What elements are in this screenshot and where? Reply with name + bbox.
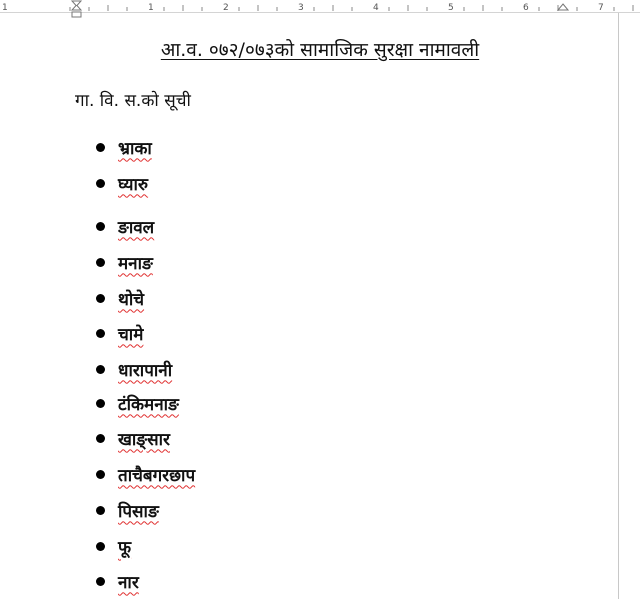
ruler-number: 2 — [223, 3, 229, 12]
ruler-number: 6 — [523, 3, 529, 12]
list-item-text: मनाङ — [118, 253, 153, 274]
bullet-icon — [96, 506, 105, 515]
list-item — [92, 390, 179, 416]
list-item-text: भ्राका — [118, 138, 152, 159]
ruler-number: 1 — [148, 3, 154, 12]
list-item-text: पिसाङ — [118, 501, 159, 522]
right-indent-marker[interactable] — [557, 3, 569, 15]
ruler-number: 7 — [598, 3, 604, 12]
ruler-number: 4 — [373, 3, 379, 12]
bullet-icon — [96, 399, 105, 408]
bullet-icon — [96, 577, 105, 586]
list-item-text: ङावल — [118, 217, 155, 238]
document-title-text: आ.व. ०७२/०७३को सामाजिक सुरक्षा नामावली — [160, 39, 480, 61]
list-item-text: धारापानी — [118, 360, 173, 381]
list-item-text: चामे — [118, 324, 144, 345]
list-item-text: फू — [118, 537, 132, 558]
list-item — [92, 568, 139, 594]
bullet-icon — [96, 258, 105, 267]
bullet-icon — [96, 143, 105, 152]
horizontal-ruler[interactable] — [0, 0, 640, 13]
bullet-icon — [96, 179, 105, 188]
list-item — [92, 285, 144, 311]
left-indent-marker[interactable] — [71, 5, 83, 19]
list-item — [92, 461, 195, 487]
list-item-text: ताचैबगरछाप — [118, 465, 196, 486]
document-subtitle: गा. वि. स.को सूची — [75, 91, 191, 111]
list-item-text: थोचे — [118, 289, 145, 310]
list-item — [92, 497, 159, 523]
list-item — [92, 320, 143, 346]
list-item — [92, 425, 170, 451]
bullet-icon — [96, 542, 105, 551]
bullet-icon — [96, 434, 105, 443]
list-item — [92, 533, 131, 559]
bullet-icon — [96, 365, 105, 374]
bullet-icon — [96, 294, 105, 303]
list-item — [92, 249, 153, 275]
document-title — [0, 36, 640, 62]
ruler-ticks — [0, 0, 640, 12]
list-item — [92, 134, 152, 160]
list-item-text: नार — [118, 572, 139, 593]
list-item — [92, 213, 154, 239]
ruler-number: 5 — [448, 3, 454, 12]
bullet-icon — [96, 470, 105, 479]
bullet-icon — [96, 329, 105, 338]
ruler-number: 1 — [2, 3, 8, 12]
list-item-text: खाङ्सार — [118, 429, 170, 450]
list-item-text: टंकिमनाङ — [118, 394, 179, 415]
page-right-edge — [618, 13, 619, 599]
list-item — [92, 170, 148, 196]
list-item — [92, 356, 172, 382]
ruler-number: 3 — [298, 3, 304, 12]
list-item-text: घ्यारु — [118, 174, 149, 195]
bullet-icon — [96, 222, 105, 231]
